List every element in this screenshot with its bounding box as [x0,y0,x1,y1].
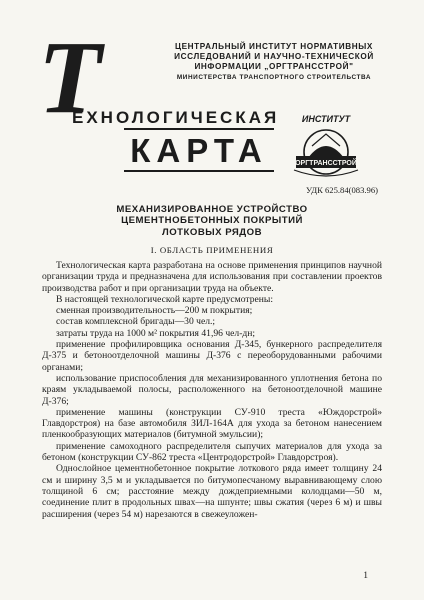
institute-emblem-icon [286,112,366,182]
udk-code: УДК 625.84(083.96) [306,185,378,195]
paragraph: состав комплексной бригады—30 чел.; [56,316,216,328]
institute-line: ИССЛЕДОВАНИЙ И НАУЧНО-ТЕХНИЧЕСКОЙ [174,52,374,61]
title-word-technological: ЕХНОЛОГИЧЕСКАЯ [72,108,280,127]
paragraph: затраты труда на 1000 м² покрытия 41,96 чел-дн; [56,327,256,339]
paragraph: В настоящей технологической карте предусмотрены: [56,293,274,305]
paragraph: использование приспособления для механизированного уплотнения бетона по краям укладываемой полосы, расположенного на бетоноотделочной машине Д-376; [42,372,382,407]
paragraph: применение профилировщика основания Д-345, бункерного распределителя Д-375 и бетоноотделочной машины Д-376 с переоборудованными рабочими органами; [42,339,382,373]
institute-line: ЦЕНТРАЛЬНЫЙ ИНСТИТУТ НОРМАТИВНЫХ [175,42,373,51]
paragraph: Технологическая карта разработана на основе применения принципов научной организации труда и предназначена для использования при составлении проектов производства работ и при организации труда на объекте. [42,260,382,294]
document-title [40,204,384,238]
title-line: ЛОТКОВЫХ РЯДОВ [161,226,263,238]
logo-letter: Т [38,20,102,135]
karta-frame [124,128,274,172]
title-word-card: КАРТА [130,131,268,169]
paragraph: сменная производительность—200 м покрытия; [56,305,253,317]
body-text [42,260,382,520]
paragraph: применение машины (конструкции СУ-910 треста «Юждорстрой» Главдорстроя) на базе автомобиля ЗИЛ-164А для ухода за бетоном нанесением пленкообразующих материалов (битумной эмульсии); [42,406,382,441]
emblem-bottom-text: ОРГТРАНССТРОЙ [295,160,357,167]
document-header [28,20,408,178]
section-heading: I. ОБЛАСТЬ ПРИМЕНЕНИЯ [150,245,274,255]
institute-name [140,42,408,82]
paragraph: Однослойное цементнобетонное покрытие лоткового ряда имеет толщину 24 см и ширину 3,5 м и укладывается по битумопесчаному выравнивающему слою толщиной 6 см; расстояние между дождеприемными колодцами—50 м, соединение плит в продольных швах—на шпунте; швы сжатия (через 6 м) и швы расширения (через 54 м) нарезаются в свежеуложен- [42,463,382,520]
title-line: МЕХАНИЗИРОВАННОЕ УСТРОЙСТВО [116,204,308,215]
institute-line: ИНФОРМАЦИИ „ОРГТРАНССТРОЙ" [194,62,354,71]
title-line: ЦЕМЕНТНОБЕТОННЫХ ПОКРЫТИЙ [121,215,303,227]
emblem-top-text: ИНСТИТУТ [301,114,351,124]
paragraph: применение самоходного распределителя сыпучих материалов для ухода за бетоном (конструкции СУ-862 треста «Центродорстрой» Главдорстроя). [42,440,382,464]
page-number: 1 [363,570,368,581]
ministry-name: МИНИСТЕРСТВА ТРАНСПОРТНОГО СТРОИТЕЛЬСТВА [176,74,372,81]
